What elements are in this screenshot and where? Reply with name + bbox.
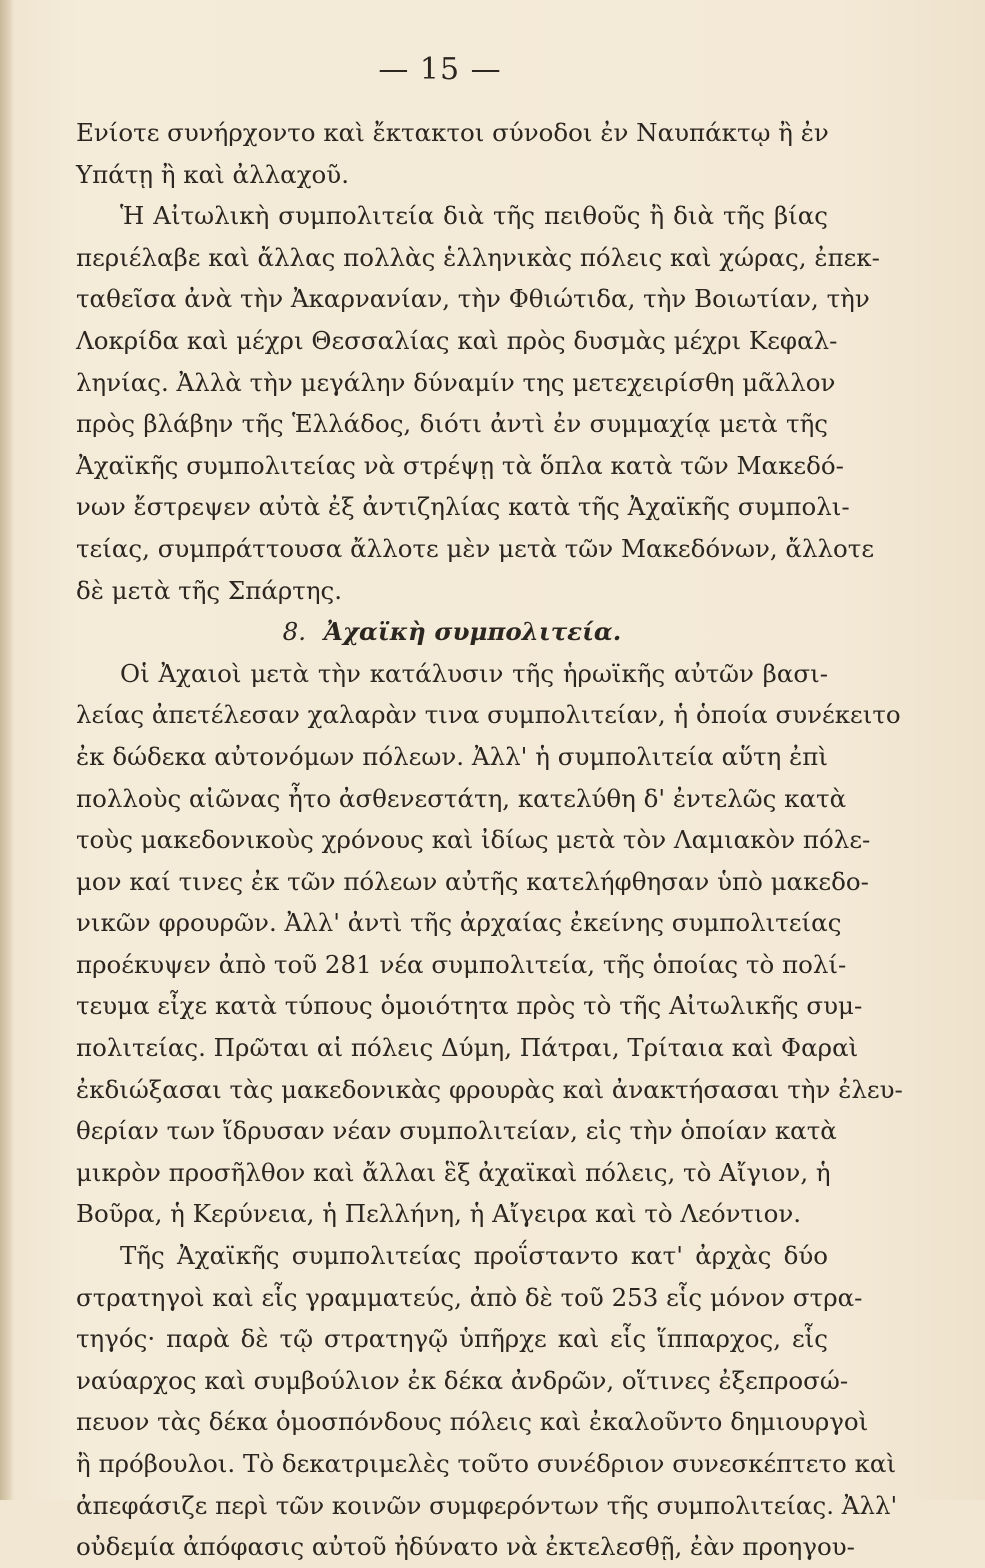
text-line: Βοῦρα, ἡ Κερύνεια, ἡ Πελλήνη, ἡ Αἴγειρα καὶ τὸ Λεόντιον. — [76, 1199, 802, 1229]
text-line: Τῆς Ἀχαϊκῆς συμπολιτείας προΐσταντο κατ' ἀρχὰς δύο — [120, 1241, 828, 1271]
text-line: τείας, συμπράττουσα ἄλλοτε μὲν μετὰ τῶν Μακεδόνων, ἄλλοτε — [76, 533, 875, 563]
text-line: μον καί τινες ἐκ τῶν πόλεων αὐτῆς κατελήφθησαν ὑπὸ μακεδο- — [76, 866, 869, 896]
body-text — [76, 112, 903, 1568]
text-line: στρατηγοὶ καὶ εἷς γραμματεύς, ἀπὸ δὲ τοῦ 253 εἷς μόνον στρα- — [76, 1282, 863, 1312]
section-title: Ἀχαϊκὴ συμπολιτεία. — [323, 617, 622, 647]
text-line: τευμα εἶχε κατὰ τύπους ὁμοιότητα πρὸς τὸ τῆς Αἰτωλικῆς συμ- — [76, 991, 863, 1021]
text-line: θερίαν των ἵδρυσαν νέαν συμπολιτείαν, εἰς τὴν ὁποίαν κατὰ — [76, 1116, 837, 1146]
text-line: νων ἔστρεψεν αὐτὰ ἐξ ἀντιζηλίας κατὰ τῆς Ἀχαϊκῆς συμπολι- — [76, 492, 850, 522]
text-line: Λοκρίδα καὶ μέχρι Θεσσαλίας καὶ πρὸς δυσμὰς μέχρι Κεφαλ- — [76, 325, 838, 355]
text-line: Υπάτῃ ἢ καὶ ἀλλαχοῦ. — [76, 159, 349, 189]
text-line: ταθεῖσα ἀνὰ τὴν Ἀκαρνανίαν, τὴν Φθιώτιδα, τὴν Βοιωτίαν, τὴν — [76, 284, 870, 314]
text-line: δὲ μετὰ τῆς Σπάρτης. — [76, 575, 343, 605]
text-line: ἐκ δώδεκα αὐτονόμων πόλεων. Ἀλλ' ἡ συμπολιτεία αὕτη ἐπὶ — [76, 741, 828, 771]
binding-edge — [0, 0, 14, 1500]
page-number: — 15 — — [378, 52, 502, 87]
text-line: πολλοὺς αἰῶνας ἦτο ἀσθενεστάτη, κατελύθη δ' ἐντελῶς κατὰ — [76, 783, 847, 813]
text-line: πευον τὰς δέκα ὁμοσπόνδους πόλεις καὶ ἐκαλοῦντο δημιουργοὶ — [76, 1407, 869, 1437]
text-line: προέκυψεν ἀπὸ τοῦ 281 νέα συμπολιτεία, τῆς ὁποίας τὸ πολί- — [76, 949, 847, 979]
text-line: ἐκδιώξασαι τὰς μακεδονικὰς φρουρὰς καὶ ἀνακτήσασαι τὴν ἐλευ- — [76, 1074, 903, 1104]
section-number: 8. — [282, 617, 307, 647]
text-line: λείας ἀπετέλεσαν χαλαρὰν τινα συμπολιτείαν, ἡ ὁποία συνέκειτο — [76, 700, 901, 730]
text-line: ἀπεφάσιζε περὶ τῶν κοινῶν συμφερόντων τῆς συμπολιτείας. Ἀλλ' — [76, 1490, 898, 1520]
text-line: ναύαρχος καὶ συμβούλιον ἐκ δέκα ἀνδρῶν, οἵτινες ἐξεπροσώ- — [76, 1365, 849, 1395]
text-line: ληνίας. Ἀλλὰ τὴν μεγάλην δύναμίν της μετεχειρίσθη μᾶλλον — [76, 367, 836, 397]
text-line: περιέλαβε καὶ ἄλλας πολλὰς ἑλληνικὰς πόλεις καὶ χώρας, ἐπεκ- — [76, 242, 880, 272]
text-line: οὐδεμία ἀπόφασις αὐτοῦ ἠδύνατο νὰ ἐκτελεσθῇ, ἐὰν προηγου- — [76, 1532, 855, 1562]
text-line: μικρὸν προσῆλθον καὶ ἄλλαι ἓξ ἀχαϊκαὶ πόλεις, τὸ Αἴγιον, ἡ — [76, 1157, 831, 1187]
text-line: Ενίοτε συνήρχοντο καὶ ἔκτακτοι σύνοδοι ἐν Ναυπάκτῳ ἢ ἐν — [76, 118, 829, 147]
text-line: ἢ πρόβουλοι. Τὸ δεκατριμελὲς τοῦτο συνέδριον συνεσκέπτετο καὶ — [76, 1449, 897, 1478]
text-line: Ἡ Αἰτωλικὴ συμπολιτεία διὰ τῆς πειθοῦς ἢ διὰ τῆς βίας — [120, 201, 828, 231]
section-heading — [76, 611, 828, 653]
text-line: Οἱ Ἀχαιοὶ μετὰ τὴν κατάλυσιν τῆς ἡρωϊκῆς αὐτῶν βασι- — [120, 658, 828, 688]
text-line: νικῶν φρουρῶν. Ἀλλ' ἀντὶ τῆς ἀρχαίας ἐκείνης συμπολιτείας — [76, 908, 842, 938]
text-line: τοὺς μακεδονικοὺς χρόνους καὶ ἰδίως μετὰ τὸν Λαμιακὸν πόλε- — [76, 825, 871, 855]
text-line: πρὸς βλάβην τῆς Ἑλλάδος, διότι ἀντὶ ἐν συμμαχίᾳ μετὰ τῆς — [76, 409, 828, 439]
text-line: τηγός· παρὰ δὲ τῷ στρατηγῷ ὑπῆρχε καὶ εἷς ἵππαρχος, εἷς — [76, 1324, 828, 1354]
text-line: πολιτείας. Πρῶται αἱ πόλεις Δύμη, Πάτραι, Τρίταια καὶ Φαραὶ — [76, 1033, 859, 1063]
text-line: Ἀχαϊκῆς συμπολιτείας νὰ στρέψῃ τὰ ὅπλα κατὰ τῶν Μακεδό- — [76, 450, 844, 480]
